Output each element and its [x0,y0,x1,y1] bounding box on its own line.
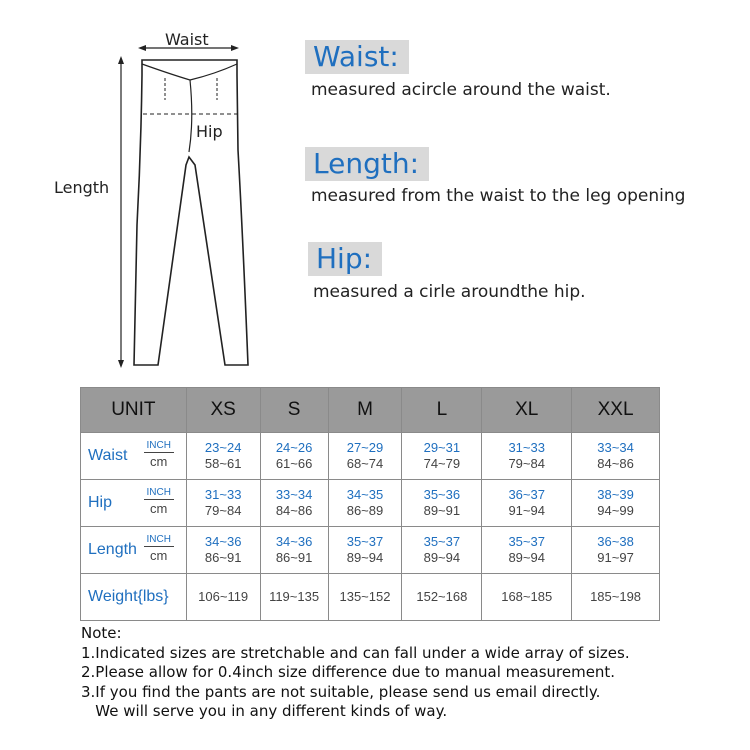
note-item: We will serve you in any different kinds of way. [81,702,448,720]
value-inch: 27~29 [346,440,384,455]
value-cm: 86~91 [204,550,242,565]
header-unit: UNIT [81,388,187,433]
table-cell [186,527,260,574]
table-cell [402,480,482,527]
length-definition-title: Length: [305,147,429,181]
value-inch: 35~37 [508,534,545,549]
value-inch: 31~33 [508,440,545,455]
table-cell [482,433,572,480]
unit-inch-label: INCH [144,487,174,500]
value-inch: 36~38 [597,534,634,549]
value-lbs: 119~135 [269,589,320,604]
header-l: L [402,388,482,433]
note-item: 3.If you find the pants are not suitable, please send us email directly. [81,682,601,701]
header-s: S [260,388,328,433]
hip-diagram-label: Hip [196,122,223,141]
row-label-cell [81,433,187,480]
table-cell [186,433,260,480]
length-definition-text: measured from the waist to the leg opening [311,186,686,206]
note-item: 1.Indicated sizes are stretchable and can fall under a wide array of sizes. [81,643,630,662]
value-cm: 58~61 [204,456,242,471]
note-item: 2.Please allow for 0.4inch size difference due to manual measurement. [81,663,616,681]
pants-diagram [0,0,300,380]
waist-definition-text: measured acircle around the waist. [311,80,611,100]
table-cell [572,480,660,527]
table-cell [402,527,482,574]
value-cm: 89~94 [346,550,384,565]
header-xl: XL [482,388,572,433]
value-cm: 94~99 [597,503,634,518]
value-inch: 31~33 [204,487,242,502]
value-inch: 35~37 [423,534,461,549]
value-inch: 38~39 [597,487,634,502]
row-label-cell [81,574,187,621]
hip-definition-text: measured a cirle aroundthe hip. [313,282,586,302]
value-cm: 68~74 [346,456,384,471]
value-cm: 79~84 [204,503,242,518]
unit-inch-label: INCH [144,534,174,547]
value-cm: 61~66 [275,456,313,471]
table-row [81,480,660,527]
table-cell [186,574,260,621]
notes-section [81,624,630,722]
value-lbs: 168~185 [501,589,553,604]
value-cm: 86~91 [275,550,313,565]
unit-cm-label: cm [150,548,168,563]
table-cell [328,527,402,574]
length-diagram-label: Length [54,178,110,197]
unit-indicator [144,440,174,469]
value-lbs: 185~198 [590,589,642,604]
table-cell [402,433,482,480]
value-inch: 35~37 [346,534,384,549]
value-lbs: 135~152 [339,589,391,604]
row-label-length: Length [88,541,137,558]
table-cell [328,574,402,621]
table-cell [572,433,660,480]
value-cm: 91~94 [508,503,545,518]
hip-definition-title: Hip: [308,242,382,276]
table-cell [260,574,328,621]
row-label-cell [81,527,187,574]
value-cm: 91~97 [597,550,634,565]
table-cell [260,480,328,527]
waist-definition-title: Waist: [305,40,409,74]
value-cm: 89~94 [423,550,461,565]
table-cell [402,574,482,621]
size-chart-table [80,387,660,621]
value-cm: 89~94 [508,550,545,565]
table-cell [186,480,260,527]
header-xxl: XXL [572,388,660,433]
table-row [81,527,660,574]
value-inch: 34~36 [275,534,313,549]
waist-diagram-label: Waist [165,30,209,49]
table-row [81,574,660,621]
value-inch: 23~24 [204,440,242,455]
header-m: M [328,388,402,433]
value-inch: 33~34 [275,487,313,502]
value-cm: 86~89 [346,503,384,518]
table-row [81,433,660,480]
row-label-cell [81,480,187,527]
unit-cm-label: cm [150,454,168,469]
table-cell [482,480,572,527]
value-lbs: 152~168 [416,589,468,604]
value-cm: 84~86 [275,503,313,518]
value-cm: 79~84 [508,456,545,471]
value-inch: 29~31 [423,440,461,455]
table-cell [328,433,402,480]
table-cell [260,527,328,574]
row-label-hip: Hip [88,494,113,511]
table-cell [482,527,572,574]
value-inch: 33~34 [597,440,634,455]
value-inch: 35~36 [423,487,461,502]
value-inch: 24~26 [275,440,313,455]
notes-heading: Note: [81,624,122,642]
value-cm: 84~86 [597,456,634,471]
header-xs: XS [186,388,260,433]
value-inch: 34~36 [204,534,242,549]
table-cell [482,574,572,621]
value-inch: 34~35 [346,487,384,502]
table-cell [572,574,660,621]
row-label-weight: Weight{lbs} [88,588,169,605]
row-label-waist: Waist [88,447,128,464]
table-cell [572,527,660,574]
unit-indicator [144,534,174,563]
table-cell [328,480,402,527]
value-inch: 36~37 [508,487,545,502]
unit-indicator [144,487,174,516]
value-cm: 74~79 [423,456,461,471]
table-header-row [81,388,660,433]
table-cell [260,433,328,480]
unit-inch-label: INCH [144,440,174,453]
unit-cm-label: cm [150,501,168,516]
value-lbs: 106~119 [198,589,249,604]
value-cm: 89~91 [423,503,461,518]
